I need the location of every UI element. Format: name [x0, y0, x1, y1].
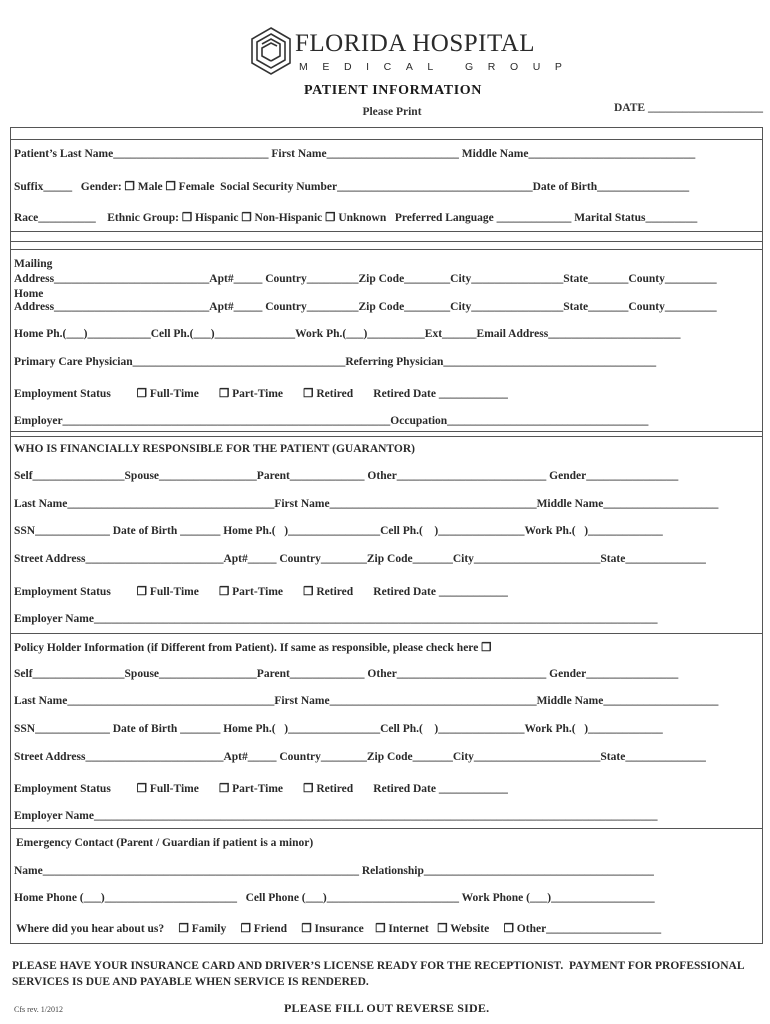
patient-race-ethnic-row[interactable]: Race__________ Ethnic Group: ❒ Hispanic ❒ Non-Hispanic ❒ Unknown Preferred Language _____________ Marital Status_________	[14, 212, 698, 224]
revision-label: Cfs rev. 1/2012	[14, 1005, 64, 1014]
referral-source-row[interactable]: Where did you hear about us? ❒ Family ❒ Friend ❒ Insurance ❒ Internet ❒ Website ❒ Other____________________	[16, 923, 662, 935]
mailing-address-row[interactable]: Address___________________________Apt#_____ Country_________Zip Code________City________________State_______County_________	[14, 273, 717, 285]
policy-address-row[interactable]: Street Address________________________Apt#_____ Country________Zip Code_______City______________________State______________	[14, 751, 706, 763]
emergency-phone-row[interactable]: Home Phone (___)_______________________ Cell Phone (___)_______________________ Work Phone (___)__________________	[14, 892, 655, 904]
guarantor-heading: WHO IS FINANCIALLY RESPONSIBLE FOR THE PATIENT (GUARANTOR)	[14, 443, 415, 455]
home-address-row[interactable]: Address___________________________Apt#_____ Country_________Zip Code________City________________State_______County_________	[14, 301, 717, 313]
hospital-emblem-icon	[250, 26, 292, 76]
physician-row[interactable]: Primary Care Physician_____________________________________Referring Physician_____________________________________	[14, 356, 657, 368]
policy-employer-row[interactable]: Employer Name__________________________________________________________________________________________________	[14, 810, 658, 822]
divider	[10, 431, 763, 432]
guarantor-relation-row[interactable]: Self________________Spouse_________________Parent_____________ Other__________________________ Gender________________	[14, 470, 679, 482]
emergency-name-row[interactable]: Name_______________________________________________________ Relationship________________________________________	[14, 865, 654, 877]
notice-line-2: SERVICES IS DUE AND PAYABLE WHEN SERVICE IS RENDERED.	[12, 976, 369, 988]
divider	[10, 249, 763, 250]
brand-subtitle: MEDICAL GROUP	[299, 61, 577, 73]
patient-name-row[interactable]: Patient’s Last Name___________________________ First Name_______________________ Middle Name_____________________________	[14, 148, 696, 160]
please-print-note: Please Print	[362, 106, 422, 118]
emergency-contact-heading: Emergency Contact (Parent / Guardian if patient is a minor)	[16, 837, 314, 849]
patient-gender-ssn-row[interactable]: Suffix_____ Gender: ❒ Male ❒ Female Social Security Number__________________________________Date of Birth________________	[14, 181, 690, 193]
page-title: PATIENT INFORMATION	[304, 83, 482, 98]
policy-ssn-phone-row[interactable]: SSN_____________ Date of Birth _______ Home Ph.( )________________Cell Ph.( )_______________Work Ph.( )_____________	[14, 723, 663, 735]
divider	[10, 828, 763, 829]
florida-hospital-logo	[250, 26, 577, 78]
patient-employer-row[interactable]: Employer_________________________________________________________Occupation___________________________________	[14, 415, 649, 427]
divider	[10, 241, 763, 242]
policy-name-row[interactable]: Last Name____________________________________First Name____________________________________Middle Name____________________	[14, 695, 719, 707]
guarantor-employer-row[interactable]: Employer Name__________________________________________________________________________________________________	[14, 613, 658, 625]
patient-employment-row[interactable]: Employment Status ❒ Full-Time ❒ Part-Time ❒ Retired Retired Date ____________	[14, 388, 508, 400]
guarantor-name-row[interactable]: Last Name____________________________________First Name____________________________________Middle Name____________________	[14, 498, 719, 510]
policy-employment-row[interactable]: Employment Status ❒ Full-Time ❒ Part-Time ❒ Retired Retired Date ____________	[14, 783, 508, 795]
policy-relation-row[interactable]: Self________________Spouse_________________Parent_____________ Other__________________________ Gender________________	[14, 668, 679, 680]
divider	[10, 633, 763, 634]
date-field[interactable]: DATE ____________________	[614, 102, 763, 114]
guarantor-address-row[interactable]: Street Address________________________Apt#_____ Country________Zip Code_______City______________________State______________	[14, 553, 706, 565]
home-label: Home	[14, 288, 44, 300]
notice	[12, 958, 757, 990]
policy-holder-heading[interactable]: Policy Holder Information (if Different from Patient). If same as responsible, please check here ❒	[14, 642, 492, 654]
divider	[10, 231, 763, 232]
patient-phone-row[interactable]: Home Ph.(___)___________Cell Ph.(___)______________Work Ph.(___)__________Ext______Email Address_______________________	[14, 328, 681, 340]
guarantor-employment-row[interactable]: Employment Status ❒ Full-Time ❒ Part-Time ❒ Retired Retired Date ____________	[14, 586, 508, 598]
divider	[10, 436, 763, 437]
divider	[10, 139, 763, 140]
fill-reverse-note: PLEASE FILL OUT REVERSE SIDE.	[284, 1001, 490, 1015]
guarantor-ssn-phone-row[interactable]: SSN_____________ Date of Birth _______ Home Ph.( )________________Cell Ph.( )_______________Work Ph.( )_____________	[14, 525, 663, 537]
brand-name: FLORIDA HOSPITAL	[295, 30, 536, 57]
mailing-label: Mailing	[14, 258, 53, 270]
notice-line-1: PLEASE HAVE YOUR INSURANCE CARD AND DRIVER’S LICENSE READY FOR THE RECEPTIONIST. PAYMENT FOR PROFESSIONAL	[12, 960, 745, 972]
